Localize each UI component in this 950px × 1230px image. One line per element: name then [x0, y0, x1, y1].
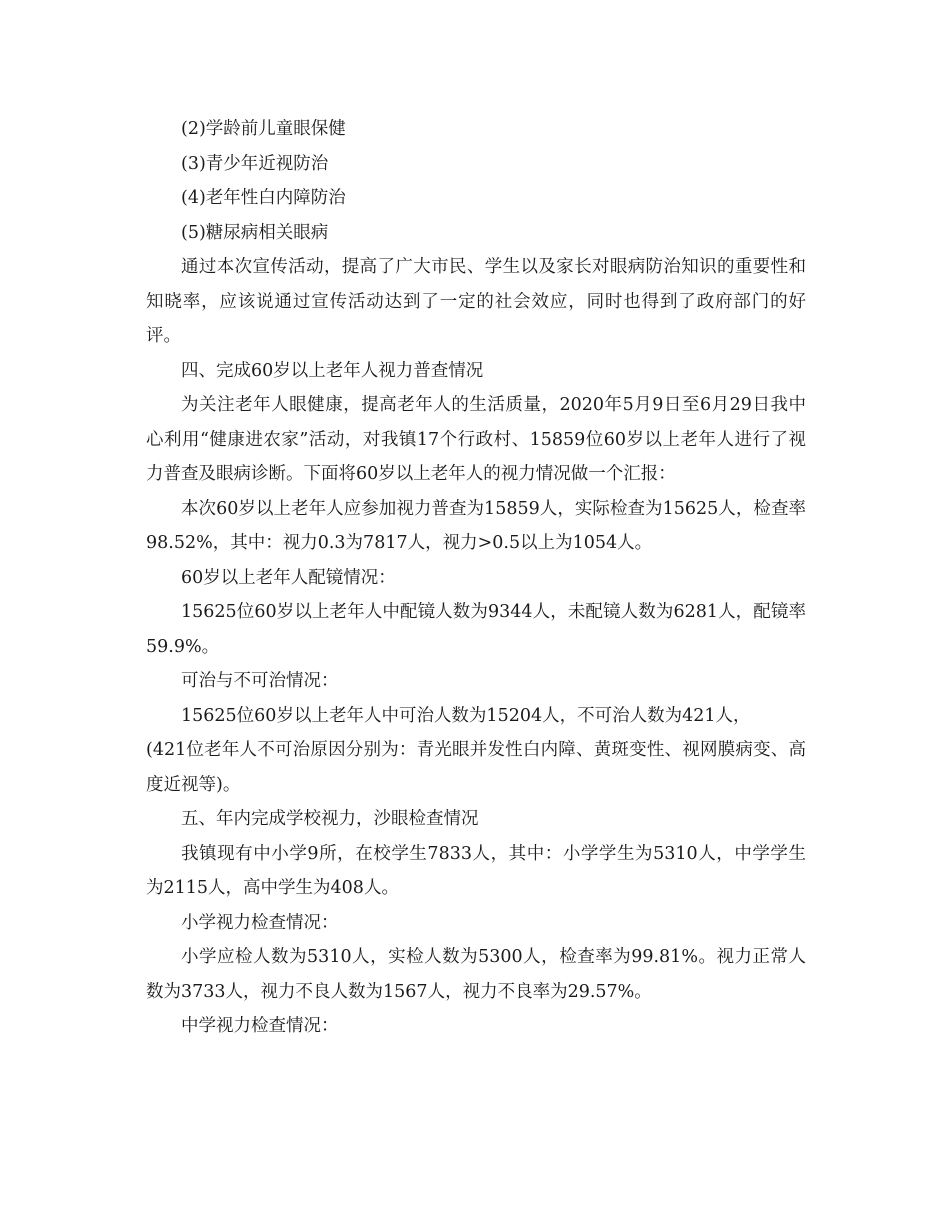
paragraph-primary-vision-stats: 小学应检人数为5310人，实检人数为5300人，检查率为99.81%。视力正常人数为3733人，视力不良人数为1567人，视力不良率为29.57%。: [146, 947, 806, 1002]
paragraph-elderly-glasses-stats: 15625位60岁以上老年人中配镜人数为9344人，未配镜人数为6281人，配镜率59.9%。: [146, 602, 806, 657]
list-item-diabetic-eye-disease: (5)糖尿病相关眼病: [181, 222, 329, 243]
section-heading-school-vision: 五、年内完成学校视力，沙眼检查情况: [181, 809, 479, 829]
subheading-middle-vision: 中学视力检查情况：: [181, 1016, 339, 1036]
paragraph-untreatable-reasons: (421位老年人不可治原因分别为：青光眼并发性白内障、黄斑变性、视网膜病变、高度近视等)。: [146, 740, 806, 795]
section-heading-elderly-vision: 四、完成60岁以上老年人视力普查情况: [181, 360, 484, 381]
list-item-senile-cataract: (4)老年性白内障防治: [181, 188, 346, 208]
paragraph-campaign-summary: 通过本次宣传活动，提高了广大市民、学生以及家长对眼病防治知识的重要性和知晓率，应该说通过宣传活动达到了一定的社会效应，同时也得到了政府部门的好评。: [146, 257, 806, 346]
subheading-primary-vision: 小学视力检查情况：: [181, 912, 339, 933]
paragraph-elderly-intro: 为关注老年人眼健康，提高老年人的生活质量，2020年5月9日至6月29日我中心利用“健康进农家”活动，对我镇17个行政村、15859位60岁以上老年人进行了视力普查及眼病诊断。下面将60岁以上老年人的视力情况做一个汇报：: [146, 395, 806, 484]
list-item-youth-myopia: (3)青少年近视防治: [181, 153, 329, 174]
list-item-preschool-eye-care: (2)学龄前儿童眼保健: [181, 119, 346, 139]
document-body: [146, 112, 806, 1044]
paragraph-elderly-screening-rate: 本次60岁以上老年人应参加视力普查为15859人，实际检查为15625人，检查率98.52%，其中：视力0.3为7817人，视力>0.5以上为1054人。: [146, 498, 806, 553]
subheading-treatable: 可治与不可治情况：: [181, 671, 339, 691]
paragraph-school-stats: 我镇现有中小学9所，在校学生7833人，其中：小学学生为5310人，中学学生为2115人，高中学生为408人。: [146, 843, 806, 898]
paragraph-treatable-stats: 15625位60岁以上老年人中可治人数为15204人，不可治人数为421人，: [181, 705, 751, 726]
subheading-elderly-glasses: 60岁以上老年人配镜情况：: [181, 567, 396, 588]
